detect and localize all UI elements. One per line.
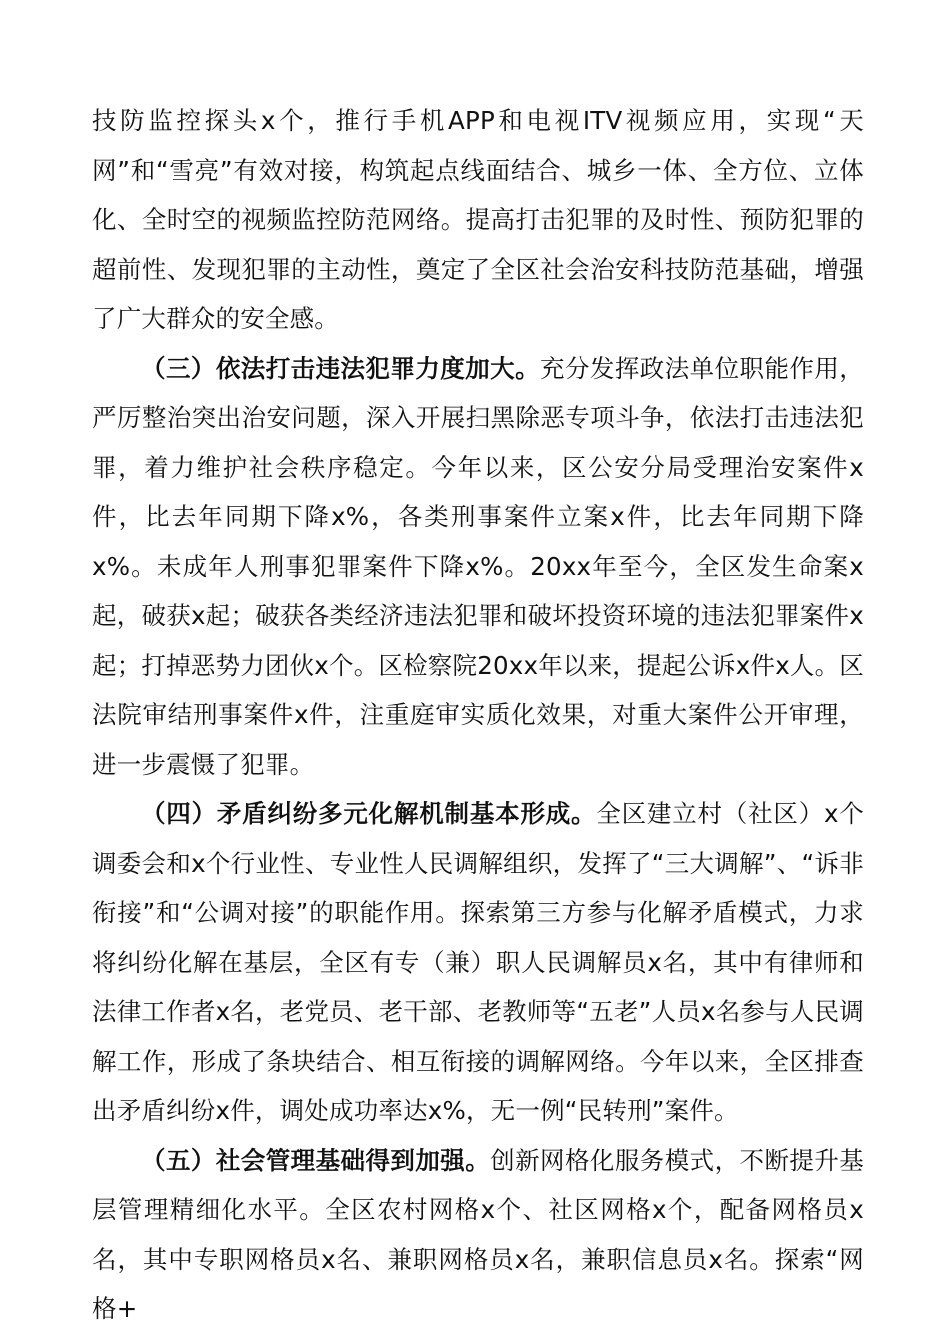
section-heading: （五）社会管理基础得到加强。: [141, 1145, 491, 1175]
paragraph-text: 充分发挥政法单位职能作用，严厉整治突出治安问题，深入开展扫黑除恶专项斗争，依法打击违法犯罪，着力维护社会秩序稳定。今年以来，区公安分局受理治安案件x件，比去年同期下降x%，各类刑事案件立案x件，比去年同期下降x%。未成年人刑事犯罪案件下降x%。20xx年至今，全区发生命案x起，破获x起；破获各类经济违法犯罪和破坏投资环境的违法犯罪案件x起；打掉恶势力团伙x个。区检察院20xx年以来，提起公诉x件x人。区法院审结刑事案件x件，注重庭审实质化效果，对重大案件公开审理，进一步震慑了犯罪。: [92, 353, 864, 779]
paragraph-section-4: [92, 789, 864, 1136]
section-heading: （三）依法打击违法犯罪力度加大。: [141, 353, 541, 383]
paragraph-text: 技防监控探头x个，推行手机APP和电视ITV视频应用，实现“天网”和“雪亮”有效对接，构筑起点线面结合、城乡一体、全方位、立体化、全时空的视频监控防范网络。提高打击犯罪的及时性、预防犯罪的超前性、发现犯罪的主动性，奠定了全区社会治安科技防范基础，增强了广大群众的安全感。: [92, 106, 864, 333]
paragraph-section-5: [92, 1136, 864, 1334]
section-heading: （四）矛盾纠纷多元化解机制基本形成。: [141, 799, 597, 828]
paragraph-text: 全区建立村（社区）x个调委会和x个行业性、专业性人民调解组织，发挥了“三大调解”、“诉非衔接”和“公调对接”的职能作用。探索第三方参与化解矛盾模式，力求将纠纷化解在基层，全区有专（兼）职人民调解员x名，其中有律师和法律工作者x名，老党员、老干部、老教师等“五老”人员x名参与人民调解工作，形成了条块结合、相互衔接的调解网络。今年以来，全区排查出矛盾纠纷x件，调处成功率达x%，无一例“民转刑”案件。: [92, 799, 864, 1125]
paragraph-text: 创新网格化服务模式，不断提升基层管理精细化水平。全区农村网格x个、社区网格x个，配备网格员x名，其中专职网格员x名、兼职网格员x名，兼职信息员x名。探索“网格+: [92, 1145, 864, 1323]
paragraph-continuation: [92, 96, 864, 344]
paragraph-section-3: [92, 344, 864, 790]
document-body: [92, 96, 864, 1334]
